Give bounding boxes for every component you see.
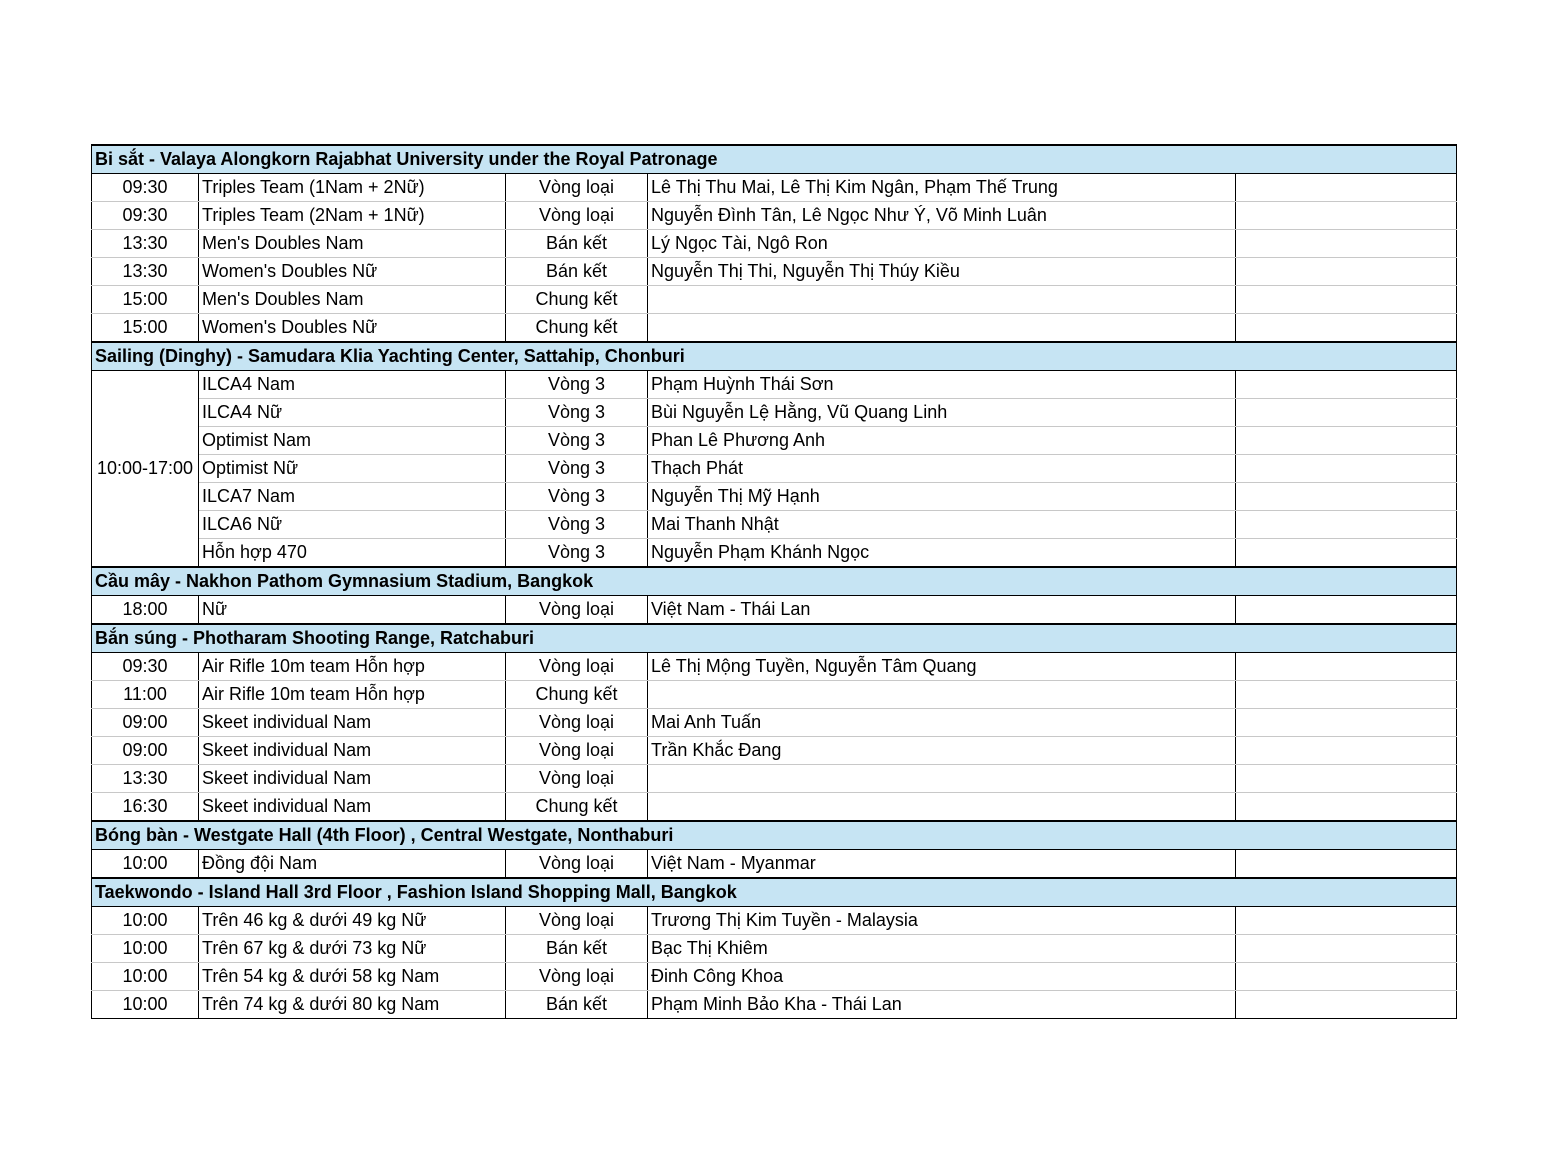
note-cell bbox=[1236, 935, 1457, 963]
section-title: Bắn súng - Photharam Shooting Range, Ratchaburi bbox=[92, 624, 1457, 653]
table-row bbox=[92, 286, 1457, 314]
event-cell: Trên 54 kg & dưới 58 kg Nam bbox=[199, 963, 506, 991]
stage-cell: Vòng loại bbox=[506, 596, 648, 625]
note-cell bbox=[1236, 963, 1457, 991]
note-cell bbox=[1236, 427, 1457, 455]
time-cell: 15:00 bbox=[92, 314, 199, 343]
note-cell bbox=[1236, 314, 1457, 343]
table-row bbox=[92, 174, 1457, 202]
table-row bbox=[92, 737, 1457, 765]
time-cell: 10:00 bbox=[92, 963, 199, 991]
note-cell bbox=[1236, 539, 1457, 568]
event-cell: Skeet individual Nam bbox=[199, 765, 506, 793]
time-cell: 10:00 bbox=[92, 907, 199, 935]
table-row bbox=[92, 314, 1457, 343]
stage-cell: Chung kết bbox=[506, 314, 648, 343]
time-cell: 10:00 bbox=[92, 935, 199, 963]
table-row bbox=[92, 907, 1457, 935]
table-row bbox=[92, 539, 1457, 568]
note-cell bbox=[1236, 174, 1457, 202]
table-row bbox=[92, 202, 1457, 230]
stage-cell: Vòng loại bbox=[506, 850, 648, 879]
event-cell: ILCA7 Nam bbox=[199, 483, 506, 511]
athletes-cell: Nguyễn Phạm Khánh Ngọc bbox=[648, 539, 1236, 568]
table-row bbox=[92, 596, 1457, 625]
table-row bbox=[92, 230, 1457, 258]
event-cell: Women's Doubles Nữ bbox=[199, 314, 506, 343]
event-cell: Triples Team (2Nam + 1Nữ) bbox=[199, 202, 506, 230]
note-cell bbox=[1236, 709, 1457, 737]
event-cell: Hỗn hợp 470 bbox=[199, 539, 506, 568]
table-row bbox=[92, 850, 1457, 879]
stage-cell: Bán kết bbox=[506, 230, 648, 258]
note-cell bbox=[1236, 286, 1457, 314]
athletes-cell: Nguyễn Thị Mỹ Hạnh bbox=[648, 483, 1236, 511]
note-cell bbox=[1236, 765, 1457, 793]
athletes-cell: Phạm Minh Bảo Kha - Thái Lan bbox=[648, 991, 1236, 1019]
athletes-cell bbox=[648, 681, 1236, 709]
stage-cell: Bán kết bbox=[506, 935, 648, 963]
event-cell: Đồng đội Nam bbox=[199, 850, 506, 879]
note-cell bbox=[1236, 511, 1457, 539]
time-cell: 16:30 bbox=[92, 793, 199, 822]
athletes-cell: Trương Thị Kim Tuyền - Malaysia bbox=[648, 907, 1236, 935]
athletes-cell: Lê Thị Thu Mai, Lê Thị Kim Ngân, Phạm Thế Trung bbox=[648, 174, 1236, 202]
time-cell: 15:00 bbox=[92, 286, 199, 314]
stage-cell: Bán kết bbox=[506, 258, 648, 286]
time-cell: 13:30 bbox=[92, 765, 199, 793]
time-cell: 09:00 bbox=[92, 709, 199, 737]
note-cell bbox=[1236, 907, 1457, 935]
table-row bbox=[92, 963, 1457, 991]
table-row bbox=[92, 681, 1457, 709]
section-header-row bbox=[92, 878, 1457, 907]
note-cell bbox=[1236, 230, 1457, 258]
athletes-cell: Trần Khắc Đang bbox=[648, 737, 1236, 765]
stage-cell: Vòng loại bbox=[506, 963, 648, 991]
section-header-row bbox=[92, 624, 1457, 653]
stage-cell: Vòng 3 bbox=[506, 455, 648, 483]
time-cell: 09:30 bbox=[92, 174, 199, 202]
stage-cell: Chung kết bbox=[506, 681, 648, 709]
event-cell: Men's Doubles Nam bbox=[199, 286, 506, 314]
time-cell: 09:00 bbox=[92, 737, 199, 765]
event-cell: Men's Doubles Nam bbox=[199, 230, 506, 258]
table-row bbox=[92, 793, 1457, 822]
athletes-cell: Nguyễn Đình Tân, Lê Ngọc Như Ý, Võ Minh Luân bbox=[648, 202, 1236, 230]
stage-cell: Bán kết bbox=[506, 991, 648, 1019]
athletes-cell: Mai Anh Tuấn bbox=[648, 709, 1236, 737]
section-header-row bbox=[92, 342, 1457, 371]
event-cell: Air Rifle 10m team Hỗn hợp bbox=[199, 681, 506, 709]
athletes-cell: Bùi Nguyễn Lệ Hằng, Vũ Quang Linh bbox=[648, 399, 1236, 427]
athletes-cell: Việt Nam - Thái Lan bbox=[648, 596, 1236, 625]
note-cell bbox=[1236, 258, 1457, 286]
note-cell bbox=[1236, 483, 1457, 511]
table-row bbox=[92, 653, 1457, 681]
note-cell bbox=[1236, 202, 1457, 230]
table-row bbox=[92, 991, 1457, 1019]
event-cell: Trên 74 kg & dưới 80 kg Nam bbox=[199, 991, 506, 1019]
table-row bbox=[92, 455, 1457, 483]
note-cell bbox=[1236, 455, 1457, 483]
table-row bbox=[92, 427, 1457, 455]
table-row bbox=[92, 709, 1457, 737]
stage-cell: Vòng 3 bbox=[506, 399, 648, 427]
event-cell: ILCA4 Nữ bbox=[199, 399, 506, 427]
schedule-body bbox=[92, 145, 1457, 1019]
athletes-cell: Lý Ngọc Tài, Ngô Ron bbox=[648, 230, 1236, 258]
time-cell: 10:00 bbox=[92, 991, 199, 1019]
event-cell: Air Rifle 10m team Hỗn hợp bbox=[199, 653, 506, 681]
time-cell: 13:30 bbox=[92, 230, 199, 258]
stage-cell: Chung kết bbox=[506, 286, 648, 314]
event-cell: ILCA4 Nam bbox=[199, 371, 506, 399]
table-row bbox=[92, 399, 1457, 427]
event-cell: Nữ bbox=[199, 596, 506, 625]
table-row bbox=[92, 371, 1457, 399]
athletes-cell bbox=[648, 286, 1236, 314]
section-title: Taekwondo - Island Hall 3rd Floor , Fashion Island Shopping Mall, Bangkok bbox=[92, 878, 1457, 907]
event-cell: Skeet individual Nam bbox=[199, 793, 506, 822]
stage-cell: Vòng loại bbox=[506, 907, 648, 935]
athletes-cell: Đinh Công Khoa bbox=[648, 963, 1236, 991]
athletes-cell bbox=[648, 314, 1236, 343]
event-cell: Skeet individual Nam bbox=[199, 709, 506, 737]
note-cell bbox=[1236, 681, 1457, 709]
schedule-table bbox=[91, 144, 1457, 1019]
table-row bbox=[92, 258, 1457, 286]
time-cell: 13:30 bbox=[92, 258, 199, 286]
section-title: Bi sắt - Valaya Alongkorn Rajabhat University under the Royal Patronage bbox=[92, 145, 1457, 174]
time-cell: 10:00-17:00 bbox=[92, 371, 199, 568]
athletes-cell: Lê Thị Mộng Tuyền, Nguyễn Tâm Quang bbox=[648, 653, 1236, 681]
note-cell bbox=[1236, 737, 1457, 765]
athletes-cell: Mai Thanh Nhật bbox=[648, 511, 1236, 539]
athletes-cell bbox=[648, 765, 1236, 793]
stage-cell: Vòng 3 bbox=[506, 427, 648, 455]
athletes-cell: Phan Lê Phương Anh bbox=[648, 427, 1236, 455]
athletes-cell bbox=[648, 793, 1236, 822]
table-row bbox=[92, 935, 1457, 963]
stage-cell: Vòng loại bbox=[506, 709, 648, 737]
stage-cell: Vòng loại bbox=[506, 737, 648, 765]
time-cell: 09:30 bbox=[92, 202, 199, 230]
stage-cell: Vòng 3 bbox=[506, 483, 648, 511]
athletes-cell: Việt Nam - Myanmar bbox=[648, 850, 1236, 879]
table-row bbox=[92, 765, 1457, 793]
stage-cell: Vòng loại bbox=[506, 174, 648, 202]
stage-cell: Vòng 3 bbox=[506, 539, 648, 568]
event-cell: Trên 67 kg & dưới 73 kg Nữ bbox=[199, 935, 506, 963]
athletes-cell: Thạch Phát bbox=[648, 455, 1236, 483]
time-cell: 09:30 bbox=[92, 653, 199, 681]
time-cell: 11:00 bbox=[92, 681, 199, 709]
stage-cell: Chung kết bbox=[506, 793, 648, 822]
section-title: Bóng bàn - Westgate Hall (4th Floor) , Central Westgate, Nonthaburi bbox=[92, 821, 1457, 850]
section-title: Cầu mây - Nakhon Pathom Gymnasium Stadium, Bangkok bbox=[92, 567, 1457, 596]
stage-cell: Vòng 3 bbox=[506, 371, 648, 399]
section-header-row bbox=[92, 821, 1457, 850]
note-cell bbox=[1236, 850, 1457, 879]
note-cell bbox=[1236, 596, 1457, 625]
note-cell bbox=[1236, 399, 1457, 427]
event-cell: Triples Team (1Nam + 2Nữ) bbox=[199, 174, 506, 202]
note-cell bbox=[1236, 793, 1457, 822]
athletes-cell: Nguyễn Thị Thi, Nguyễn Thị Thúy Kiều bbox=[648, 258, 1236, 286]
stage-cell: Vòng loại bbox=[506, 653, 648, 681]
athletes-cell: Bạc Thị Khiêm bbox=[648, 935, 1236, 963]
stage-cell: Vòng 3 bbox=[506, 511, 648, 539]
event-cell: Optimist Nam bbox=[199, 427, 506, 455]
event-cell: Optimist Nữ bbox=[199, 455, 506, 483]
section-header-row bbox=[92, 145, 1457, 174]
time-cell: 18:00 bbox=[92, 596, 199, 625]
stage-cell: Vòng loại bbox=[506, 202, 648, 230]
section-header-row bbox=[92, 567, 1457, 596]
table-row bbox=[92, 483, 1457, 511]
event-cell: Women's Doubles Nữ bbox=[199, 258, 506, 286]
event-cell: Skeet individual Nam bbox=[199, 737, 506, 765]
event-cell: ILCA6 Nữ bbox=[199, 511, 506, 539]
table-row bbox=[92, 511, 1457, 539]
section-title: Sailing (Dinghy) - Samudara Klia Yachting Center, Sattahip, Chonburi bbox=[92, 342, 1457, 371]
athletes-cell: Phạm Huỳnh Thái Sơn bbox=[648, 371, 1236, 399]
note-cell bbox=[1236, 371, 1457, 399]
time-cell: 10:00 bbox=[92, 850, 199, 879]
stage-cell: Vòng loại bbox=[506, 765, 648, 793]
event-cell: Trên 46 kg & dưới 49 kg Nữ bbox=[199, 907, 506, 935]
note-cell bbox=[1236, 653, 1457, 681]
note-cell bbox=[1236, 991, 1457, 1019]
